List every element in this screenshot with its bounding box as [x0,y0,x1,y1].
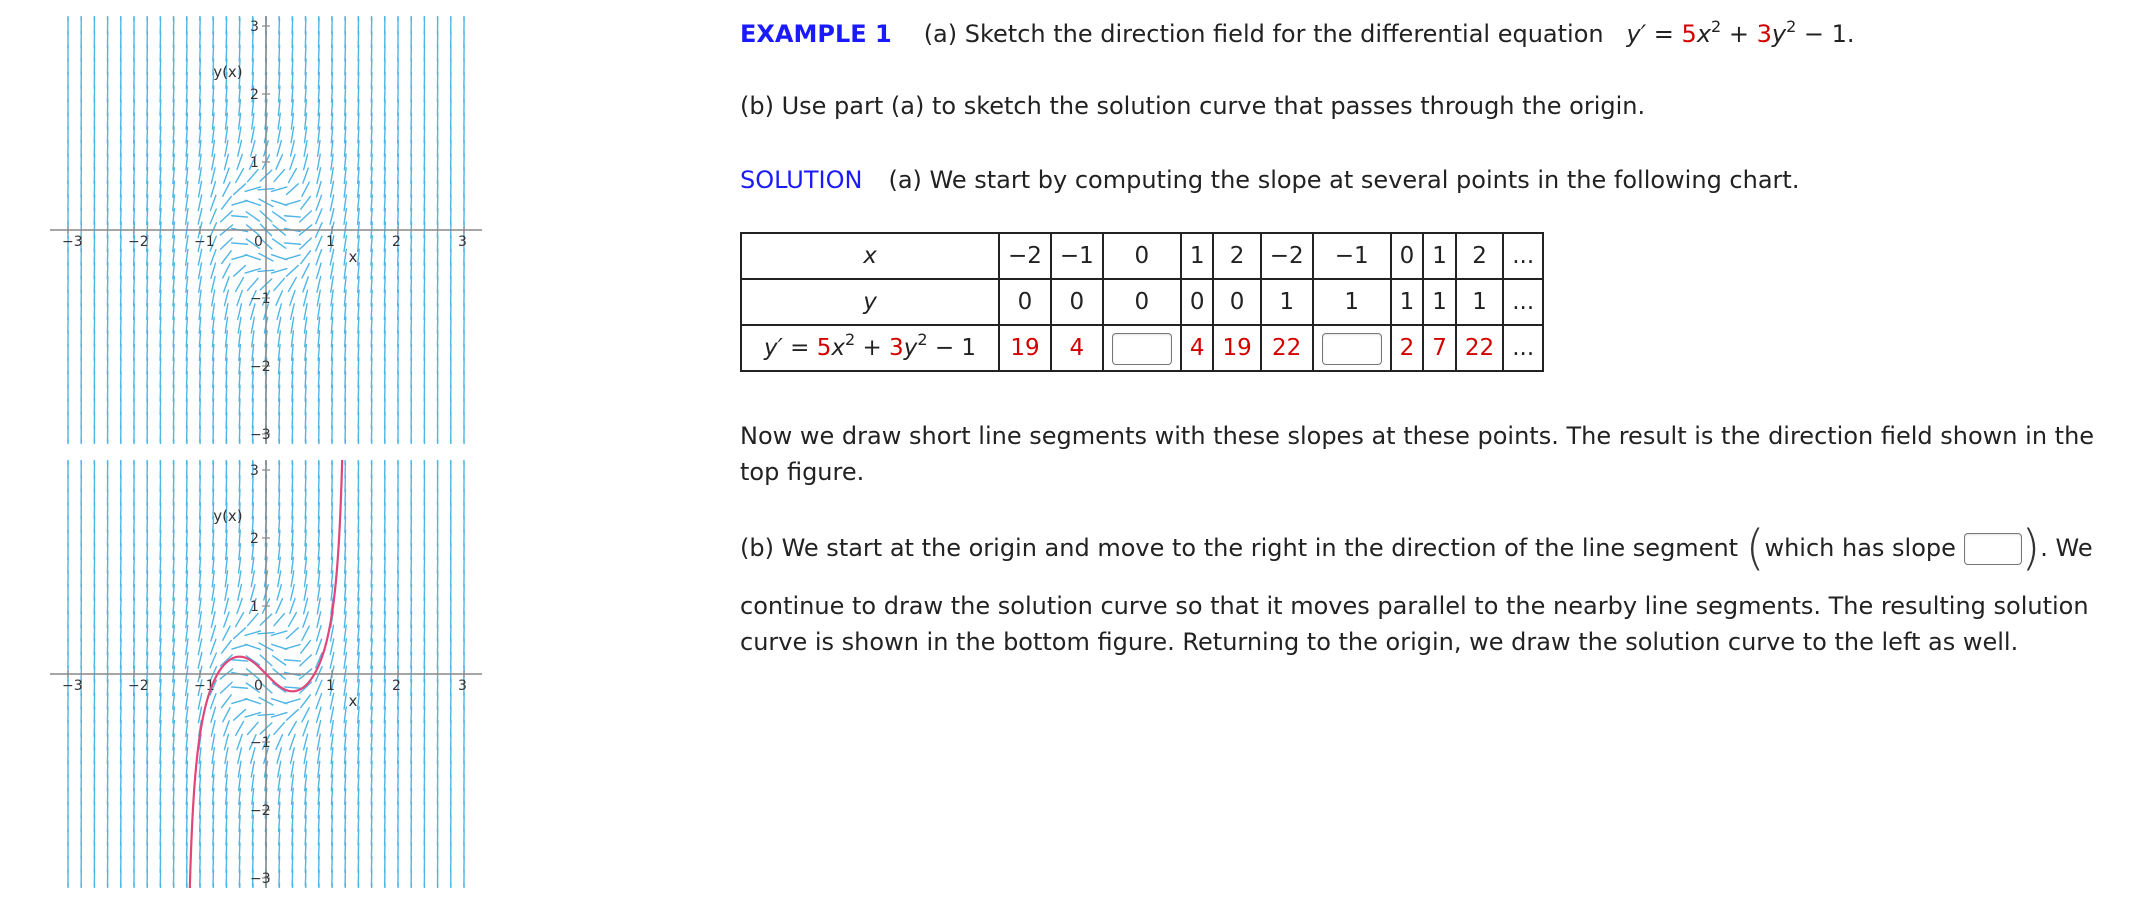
part-b-continuation: continue to draw the solution curve so that it moves parallel to the nearby line segments. The resulting solution curve is shown in the bottom figure. Returning to the origin, we draw the solution curve to the left as well. [740,592,2089,656]
direction-field-paragraph: Now we draw short line segments with these slopes at these points. The result is the direction field shown in the top figure. [740,422,2095,486]
cell-slope-3: 4 [1181,325,1214,371]
y-axis-label: y(x) [213,63,243,81]
row-label-y: y [741,279,999,325]
direction-segment [285,699,300,703]
row-label-slope [741,325,999,371]
table-row-slope [741,325,1543,371]
direction-segment [222,251,232,264]
direction-segment [234,709,246,720]
cell-y-0: 0 [999,279,1051,325]
eq-prefix: y′ = [1626,20,1674,48]
direction-segment [288,277,296,291]
eq-coefficient-2: 3 [1756,20,1772,48]
x-tick-label: −3 [62,678,83,694]
part-a-text: (a) Sketch the direction field for the differential equation [923,20,1604,48]
cell-y-1: 0 [1051,279,1103,325]
direction-segment [316,639,321,654]
cell-x-9: 2 [1456,233,1503,279]
y-tick-label: −3 [250,427,271,443]
direction-segment [276,599,282,614]
eq-power-2: 2 [1786,17,1797,36]
cell-y-10: ... [1503,279,1543,325]
direction-segment [279,16,280,20]
direction-segment [302,182,309,196]
x-tick-label: 2 [392,678,401,694]
cell-slope-5: 22 [1261,325,1313,371]
direction-segment [316,250,321,265]
direction-segment [288,169,296,183]
direction-segment [234,265,246,276]
direction-segment [302,708,309,722]
y-tick-label: 3 [250,463,259,479]
x-tick-label: −1 [194,678,215,694]
close-paren: ) [2021,520,2041,576]
example-label: EXAMPLE 1 [740,20,892,48]
direction-segment [300,211,312,222]
direction-segment [246,656,259,665]
x-tick-label: 1 [326,678,335,694]
direction-segment [246,212,259,221]
direction-segment [301,196,311,209]
x-tick-label: −2 [128,678,149,694]
y-tick-label: −1 [250,291,271,307]
table-row-y [741,279,1543,325]
y-tick-label: 1 [250,599,259,615]
x-tick-label: 3 [458,678,467,694]
y-tick-label: 2 [250,87,259,103]
direction-segment [245,644,260,649]
direction-segment [274,170,284,182]
direction-segment [245,255,260,260]
direction-segment [210,195,215,210]
slope-eq-x: x [831,335,845,361]
direction-segment [316,680,322,695]
part-b-solution-line [740,520,2140,576]
direction-segment [316,694,321,709]
direction-segment [221,211,233,222]
x-tick-label: 0 [254,234,263,250]
direction-segment [305,460,306,464]
direction-segment [276,735,282,750]
slope-eq-c2: 3 [889,335,904,361]
direction-segment [245,200,260,205]
cell-y-5: 1 [1261,279,1313,325]
direction-segment [305,16,306,20]
direction-segment [273,683,286,692]
y-tick-label: −1 [250,735,271,751]
direction-segment [232,201,247,205]
direction-segment [239,460,240,464]
direction-segment [274,278,284,290]
y-tick-label: −3 [250,871,271,887]
direction-segment [288,613,296,627]
cell-y-4: 0 [1213,279,1260,325]
cell-y-6: 1 [1313,279,1391,325]
direction-segment [316,236,322,251]
direction-segment [234,628,246,639]
direction-segment [288,721,296,735]
direction-segment [232,255,247,259]
slope-eq-plus: + [862,335,882,361]
direction-segment [273,212,286,221]
slope-eq-p2: 2 [917,330,928,349]
cell-slope-0: 19 [999,325,1051,371]
slope-eq-prefix: y′ = [763,335,810,361]
cell-slope-4: 19 [1213,325,1260,371]
direction-segment [232,216,248,217]
direction-segment [245,699,260,704]
direction-segment [221,238,233,249]
direction-segment [286,628,298,639]
direction-segment [279,460,280,464]
x-tick-label: −2 [128,234,149,250]
row-label-x: x [741,233,999,279]
direction-field-plot [50,16,482,444]
direction-segment [232,645,247,649]
direction-segment [292,460,293,464]
cell-y-7: 1 [1391,279,1424,325]
solution-intro [740,162,1799,198]
direction-segment [223,264,230,278]
part-b-after: . We [2040,534,2093,562]
example-header [740,16,1855,52]
direction-segment [274,722,284,734]
direction-segment [284,687,300,688]
direction-segment [284,243,300,244]
y-tick-label: 2 [250,531,259,547]
direction-segment [222,640,232,653]
cell-slope-8: 7 [1423,325,1456,371]
direction-segment [273,239,286,248]
cell-y-8: 1 [1423,279,1456,325]
cell-x-0: −2 [999,233,1051,279]
direction-segment [248,614,258,626]
slope-eq-y: y [903,335,918,361]
part-b-paren-text: which has slope [1764,534,1956,562]
cell-x-10: ... [1503,233,1543,279]
cell-y-2: 0 [1103,279,1181,325]
slope-eq-tail: − 1 [934,335,977,361]
slope-eq-c1: 5 [816,335,832,361]
cell-x-4: 2 [1213,233,1260,279]
solution-label: SOLUTION [740,166,863,194]
direction-segment [210,694,215,709]
direction-segment [316,195,321,210]
solution-curve-figure [50,460,482,888]
direction-segment [223,626,230,640]
x-tick-label: 1 [326,234,335,250]
eq-tail: − 1. [1803,20,1855,48]
direction-segment [236,277,244,291]
cell-y-3: 0 [1181,279,1214,325]
slope-answer-input[interactable] [1964,533,2022,565]
direction-segment [302,626,309,640]
y-axis-label: y(x) [213,507,243,525]
direction-segment [276,155,282,170]
cell-x-6: −1 [1313,233,1391,279]
direction-segment [300,655,312,666]
part-b-before: (b) We start at the origin and move to the right in the direction of the line segment [740,534,1739,562]
direction-segment [232,660,248,661]
direction-segment [236,169,244,183]
direction-segment [221,682,233,693]
x-tick-label: 2 [392,234,401,250]
direction-segment [210,250,215,265]
direction-segment [284,216,300,217]
direction-segment [223,182,230,196]
x-tick-label: 0 [254,678,263,694]
y-tick-label: 3 [250,19,259,35]
x-axis-label: x [348,692,358,710]
cell-x-8: 1 [1423,233,1456,279]
eq-coefficient-1: 5 [1681,20,1697,48]
x-tick-label: −3 [62,234,83,250]
solution-curve-plot [50,460,482,888]
direction-segment [232,699,247,703]
direction-field-figure [50,16,482,444]
direction-segment [234,184,246,195]
eq-var-y: y [1771,20,1787,48]
eq-plus: + [1728,20,1749,48]
direction-segment [210,209,216,224]
x-tick-label: 3 [458,234,467,250]
direction-segment [301,695,311,708]
direction-segment [222,695,232,708]
cell-x-7: 0 [1391,233,1424,279]
solution-text: (a) We start by computing the slope at several points in the following chart. [888,166,1800,194]
direction-segment [222,196,232,209]
direction-segment [284,660,300,661]
y-tick-label: 1 [250,155,259,171]
slope-eq-p1: 2 [844,330,856,349]
y-tick-label: −2 [250,803,271,819]
direction-segment [248,722,258,734]
direction-segment [232,243,248,244]
direction-segment [232,687,248,688]
cell-slope-7: 2 [1391,325,1424,371]
direction-segment [285,645,300,649]
direction-segment [316,209,322,224]
cell-slope-10: ... [1503,325,1543,371]
cell-y-9: 1 [1456,279,1503,325]
cell-x-1: −1 [1051,233,1103,279]
direction-segment [276,291,282,306]
direction-segment [285,255,300,259]
y-tick-label: −2 [250,359,271,375]
direction-segment [226,460,227,464]
eq-power-1: 2 [1711,17,1722,36]
eq-var-x: x [1696,20,1712,48]
direction-segment [223,708,230,722]
direction-segment [236,721,244,735]
direction-segment [273,656,286,665]
direction-segment [248,278,258,290]
direction-segment [210,653,216,668]
open-paren: ( [1745,520,1765,576]
table-row-x [741,233,1543,279]
direction-segment [285,201,300,205]
cell-x-2: 0 [1103,233,1181,279]
direction-segment [226,16,227,20]
direction-segment [236,613,244,627]
direction-segment [292,16,293,20]
slope-answer-input-6[interactable] [1322,333,1382,365]
x-axis-label: x [348,248,358,266]
cell-slope-9: 22 [1456,325,1503,371]
x-tick-label: −1 [194,234,215,250]
direction-segment [286,265,298,276]
direction-segment [300,238,312,249]
cell-slope-1: 4 [1051,325,1103,371]
part-b-prompt: (b) Use part (a) to sketch the solution curve that passes through the origin. [740,92,1646,120]
direction-segment [210,639,215,654]
direction-segment [301,251,311,264]
direction-segment [302,264,309,278]
slope-chart-table [740,232,1544,372]
cell-x-5: −2 [1261,233,1313,279]
direction-segment [286,184,298,195]
cell-slope-answer-2 [1103,325,1181,371]
direction-segment [248,170,258,182]
slope-answer-input-2[interactable] [1112,333,1172,365]
direction-segment [274,614,284,626]
cell-x-3: 1 [1181,233,1214,279]
direction-segment [301,640,311,653]
cell-slope-answer-6 [1313,325,1391,371]
direction-segment [286,709,298,720]
direction-segment [239,16,240,20]
